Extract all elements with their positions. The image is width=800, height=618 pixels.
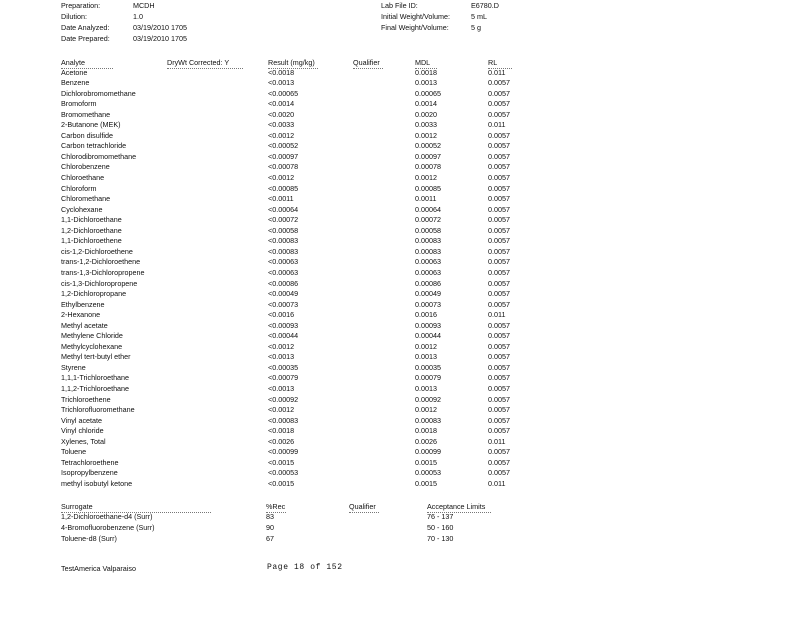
header-value: 1.0 <box>133 12 143 21</box>
surrogate-name: Toluene-d8 (Surr) <box>61 534 117 543</box>
mdl-value: 0.0026 <box>415 437 437 446</box>
analyte-name: Methylene Chloride <box>61 331 123 340</box>
rl-value: 0.0057 <box>488 447 510 456</box>
page-number: Page 18 of 152 <box>267 563 343 572</box>
analyte-name: Xylenes, Total <box>61 437 106 446</box>
mdl-value: 0.0013 <box>415 78 437 87</box>
mdl-value: 0.0018 <box>415 68 437 77</box>
result-value: <0.00063 <box>268 257 299 266</box>
header-value: E6780.D <box>471 1 499 10</box>
rl-value: 0.0057 <box>488 89 510 98</box>
mdl-value: 0.00053 <box>415 468 441 477</box>
header-value: 03/19/2010 1705 <box>133 23 187 32</box>
analyte-name: Chloroethane <box>61 173 105 182</box>
analyte-name: Ethylbenzene <box>61 300 105 309</box>
rl-value: 0.0057 <box>488 141 510 150</box>
result-value: <0.0018 <box>268 68 295 77</box>
result-value: <0.00086 <box>268 279 299 288</box>
mdl-value: 0.0020 <box>415 110 437 119</box>
mdl-value: 0.00049 <box>415 289 441 298</box>
mdl-value: 0.00093 <box>415 321 441 330</box>
mdl-value: 0.00078 <box>415 162 441 171</box>
result-value: <0.00064 <box>268 205 299 214</box>
rl-value: 0.0057 <box>488 331 510 340</box>
result-value: <0.0015 <box>268 458 295 467</box>
col-qualifier: Qualifier <box>353 58 380 67</box>
mdl-value: 0.00079 <box>415 373 441 382</box>
rl-value: 0.0057 <box>488 226 510 235</box>
mdl-value: 0.0012 <box>415 173 437 182</box>
mdl-value: 0.0014 <box>415 99 437 108</box>
rl-value: 0.0057 <box>488 426 510 435</box>
rl-value: 0.011 <box>488 68 506 77</box>
result-value: <0.00083 <box>268 416 299 425</box>
col-analyte: Analyte <box>61 58 85 67</box>
result-value: <0.0033 <box>268 120 295 129</box>
result-value: <0.00083 <box>268 247 299 256</box>
analyte-name: cis-1,3-Dichloropropene <box>61 279 138 288</box>
rl-value: 0.0057 <box>488 215 510 224</box>
analyte-name: Vinyl acetate <box>61 416 103 425</box>
mdl-value: 0.0011 <box>415 194 437 203</box>
rl-value: 0.0057 <box>488 352 510 361</box>
analyte-name: Chloromethane <box>61 194 111 203</box>
header-value: 5 mL <box>471 12 487 21</box>
analyte-name: Acetone <box>61 68 88 77</box>
mdl-value: 0.00065 <box>415 89 441 98</box>
header-label: Date Prepared: <box>61 34 110 43</box>
analyte-name: Trichloroethene <box>61 395 111 404</box>
result-value: <0.00072 <box>268 215 299 224</box>
rl-value: 0.011 <box>488 479 506 488</box>
analyte-name: Isopropylbenzene <box>61 468 118 477</box>
mdl-value: 0.00035 <box>415 363 441 372</box>
footer-company: TestAmerica Valparaiso <box>61 564 136 573</box>
mdl-value: 0.00083 <box>415 247 441 256</box>
result-value: <0.0012 <box>268 173 295 182</box>
result-value: <0.00053 <box>268 468 299 477</box>
rec-value: 67 <box>266 534 274 543</box>
col-limits: Acceptance Limits <box>427 502 486 511</box>
col-surrogate: Surrogate <box>61 502 93 511</box>
analyte-name: Bromomethane <box>61 110 111 119</box>
rl-value: 0.0057 <box>488 268 510 277</box>
result-value: <0.0012 <box>268 342 295 351</box>
rec-value: 83 <box>266 512 274 521</box>
result-value: <0.00078 <box>268 162 299 171</box>
analyte-name: Chlorobenzene <box>61 162 110 171</box>
result-value: <0.0016 <box>268 310 295 319</box>
rl-value: 0.0057 <box>488 99 510 108</box>
rl-value: 0.0057 <box>488 110 510 119</box>
analyte-name: 1,1,2-Trichloroethane <box>61 384 130 393</box>
analyte-name: Styrene <box>61 363 86 372</box>
result-value: <0.00052 <box>268 141 299 150</box>
mdl-value: 0.0015 <box>415 479 437 488</box>
analyte-name: cis-1,2-Dichloroethene <box>61 247 133 256</box>
col-rl: RL <box>488 58 498 67</box>
result-value: <0.00099 <box>268 447 299 456</box>
analyte-name: 1,1-Dichloroethene <box>61 236 122 245</box>
col-mdl: MDL <box>415 58 431 67</box>
limits-value: 50 - 160 <box>427 523 454 532</box>
mdl-value: 0.00097 <box>415 152 441 161</box>
header-label: Date Analyzed: <box>61 23 110 32</box>
mdl-value: 0.00086 <box>415 279 441 288</box>
result-value: <0.0013 <box>268 384 295 393</box>
rl-value: 0.0057 <box>488 131 510 140</box>
result-value: <0.0015 <box>268 479 295 488</box>
result-value: <0.00083 <box>268 236 299 245</box>
mdl-value: 0.0033 <box>415 120 437 129</box>
result-value: <0.00044 <box>268 331 299 340</box>
analyte-name: Bromoform <box>61 99 97 108</box>
rl-value: 0.011 <box>488 310 506 319</box>
rl-value: 0.0057 <box>488 247 510 256</box>
result-value: <0.0013 <box>268 352 295 361</box>
analyte-name: Chloroform <box>61 184 97 193</box>
header-value: MCDH <box>133 1 155 10</box>
mdl-value: 0.00063 <box>415 268 441 277</box>
rl-value: 0.0057 <box>488 300 510 309</box>
analyte-name: 1,2-Dichloroethane <box>61 226 122 235</box>
col-rec: %Rec <box>266 502 286 511</box>
col-result: Result (mg/kg) <box>268 58 315 67</box>
analyte-name: Cyclohexane <box>61 205 103 214</box>
limits-value: 76 - 137 <box>427 512 454 521</box>
rl-value: 0.0057 <box>488 395 510 404</box>
rl-value: 0.0057 <box>488 373 510 382</box>
rec-value: 90 <box>266 523 274 532</box>
mdl-value: 0.00058 <box>415 226 441 235</box>
mdl-value: 0.0018 <box>415 426 437 435</box>
result-value: <0.00079 <box>268 373 299 382</box>
analyte-name: Vinyl chloride <box>61 426 104 435</box>
rl-value: 0.0057 <box>488 384 510 393</box>
analyte-name: 1,1,1-Trichloroethane <box>61 373 130 382</box>
limits-value: 70 - 130 <box>427 534 454 543</box>
analyte-name: methyl isobutyl ketone <box>61 479 133 488</box>
analyte-name: Dichlorobromomethane <box>61 89 136 98</box>
analyte-name: 2-Butanone (MEK) <box>61 120 121 129</box>
col-drywt: DryWt Corrected: Y <box>167 58 230 67</box>
analyte-name: Methylcyclohexane <box>61 342 123 351</box>
rl-value: 0.0057 <box>488 289 510 298</box>
mdl-value: 0.0012 <box>415 131 437 140</box>
analyte-name: Chlorodibromomethane <box>61 152 137 161</box>
analyte-name: trans-1,2-Dichloroethene <box>61 257 141 266</box>
rl-value: 0.0057 <box>488 173 510 182</box>
analyte-name: Tetrachloroethene <box>61 458 119 467</box>
rl-value: 0.0057 <box>488 205 510 214</box>
result-value: <0.0026 <box>268 437 295 446</box>
rl-value: 0.0057 <box>488 458 510 467</box>
rl-value: 0.0057 <box>488 257 510 266</box>
header-label: Initial Weight/Volume: <box>381 12 450 21</box>
rl-value: 0.0057 <box>488 342 510 351</box>
header-value: 5 g <box>471 23 481 32</box>
surrogate-name: 4-Bromofluorobenzene (Surr) <box>61 523 155 532</box>
result-value: <0.00097 <box>268 152 299 161</box>
result-value: <0.00085 <box>268 184 299 193</box>
rl-value: 0.0057 <box>488 184 510 193</box>
result-value: <0.0018 <box>268 426 295 435</box>
mdl-value: 0.00092 <box>415 395 441 404</box>
mdl-value: 0.00099 <box>415 447 441 456</box>
mdl-value: 0.00064 <box>415 205 441 214</box>
result-value: <0.0012 <box>268 405 295 414</box>
mdl-value: 0.0016 <box>415 310 437 319</box>
rl-value: 0.0057 <box>488 416 510 425</box>
analyte-name: Methyl acetate <box>61 321 108 330</box>
header-value: 03/19/2010 1705 <box>133 34 187 43</box>
header-label: Preparation: <box>61 1 101 10</box>
rl-value: 0.011 <box>488 120 506 129</box>
result-value: <0.00058 <box>268 226 299 235</box>
rl-value: 0.0057 <box>488 279 510 288</box>
mdl-value: 0.00044 <box>415 331 441 340</box>
result-value: <0.0020 <box>268 110 295 119</box>
result-value: <0.00065 <box>268 89 299 98</box>
rl-value: 0.011 <box>488 437 506 446</box>
mdl-value: 0.00063 <box>415 257 441 266</box>
mdl-value: 0.0013 <box>415 352 437 361</box>
rl-value: 0.0057 <box>488 363 510 372</box>
result-value: <0.0014 <box>268 99 295 108</box>
analyte-name: Toluene <box>61 447 87 456</box>
mdl-value: 0.00073 <box>415 300 441 309</box>
mdl-value: 0.0015 <box>415 458 437 467</box>
result-value: <0.0013 <box>268 78 295 87</box>
analyte-name: trans-1,3-Dichloropropene <box>61 268 145 277</box>
result-value: <0.00093 <box>268 321 299 330</box>
rl-value: 0.0057 <box>488 468 510 477</box>
mdl-value: 0.0012 <box>415 405 437 414</box>
result-value: <0.00073 <box>268 300 299 309</box>
mdl-value: 0.00085 <box>415 184 441 193</box>
result-value: <0.00049 <box>268 289 299 298</box>
mdl-value: 0.00083 <box>415 416 441 425</box>
analyte-name: Trichlorofluoromethane <box>61 405 135 414</box>
result-value: <0.00063 <box>268 268 299 277</box>
rl-value: 0.0057 <box>488 405 510 414</box>
result-value: <0.0012 <box>268 131 295 140</box>
col-surr-qualifier: Qualifier <box>349 502 376 511</box>
rl-value: 0.0057 <box>488 152 510 161</box>
mdl-value: 0.00072 <box>415 215 441 224</box>
analyte-name: Methyl tert-butyl ether <box>61 352 131 361</box>
mdl-value: 0.00052 <box>415 141 441 150</box>
header-label: Final Weight/Volume: <box>381 23 449 32</box>
analyte-name: 1,2-Dichloropropane <box>61 289 127 298</box>
rl-value: 0.0057 <box>488 162 510 171</box>
analyte-name: Carbon disulfide <box>61 131 113 140</box>
rl-value: 0.0057 <box>488 321 510 330</box>
analyte-name: 2-Hexanone <box>61 310 101 319</box>
analyte-name: Carbon tetrachloride <box>61 141 127 150</box>
result-value: <0.00092 <box>268 395 299 404</box>
result-value: <0.00035 <box>268 363 299 372</box>
mdl-value: 0.0012 <box>415 342 437 351</box>
header-label: Dilution: <box>61 12 87 21</box>
rl-value: 0.0057 <box>488 236 510 245</box>
surrogate-name: 1,2-Dichloroethane-d4 (Surr) <box>61 512 153 521</box>
mdl-value: 0.00083 <box>415 236 441 245</box>
rl-value: 0.0057 <box>488 194 510 203</box>
rl-value: 0.0057 <box>488 78 510 87</box>
analyte-name: Benzene <box>61 78 90 87</box>
analyte-name: 1,1-Dichloroethane <box>61 215 122 224</box>
result-value: <0.0011 <box>268 194 294 203</box>
header-label: Lab File ID: <box>381 1 418 10</box>
mdl-value: 0.0013 <box>415 384 437 393</box>
